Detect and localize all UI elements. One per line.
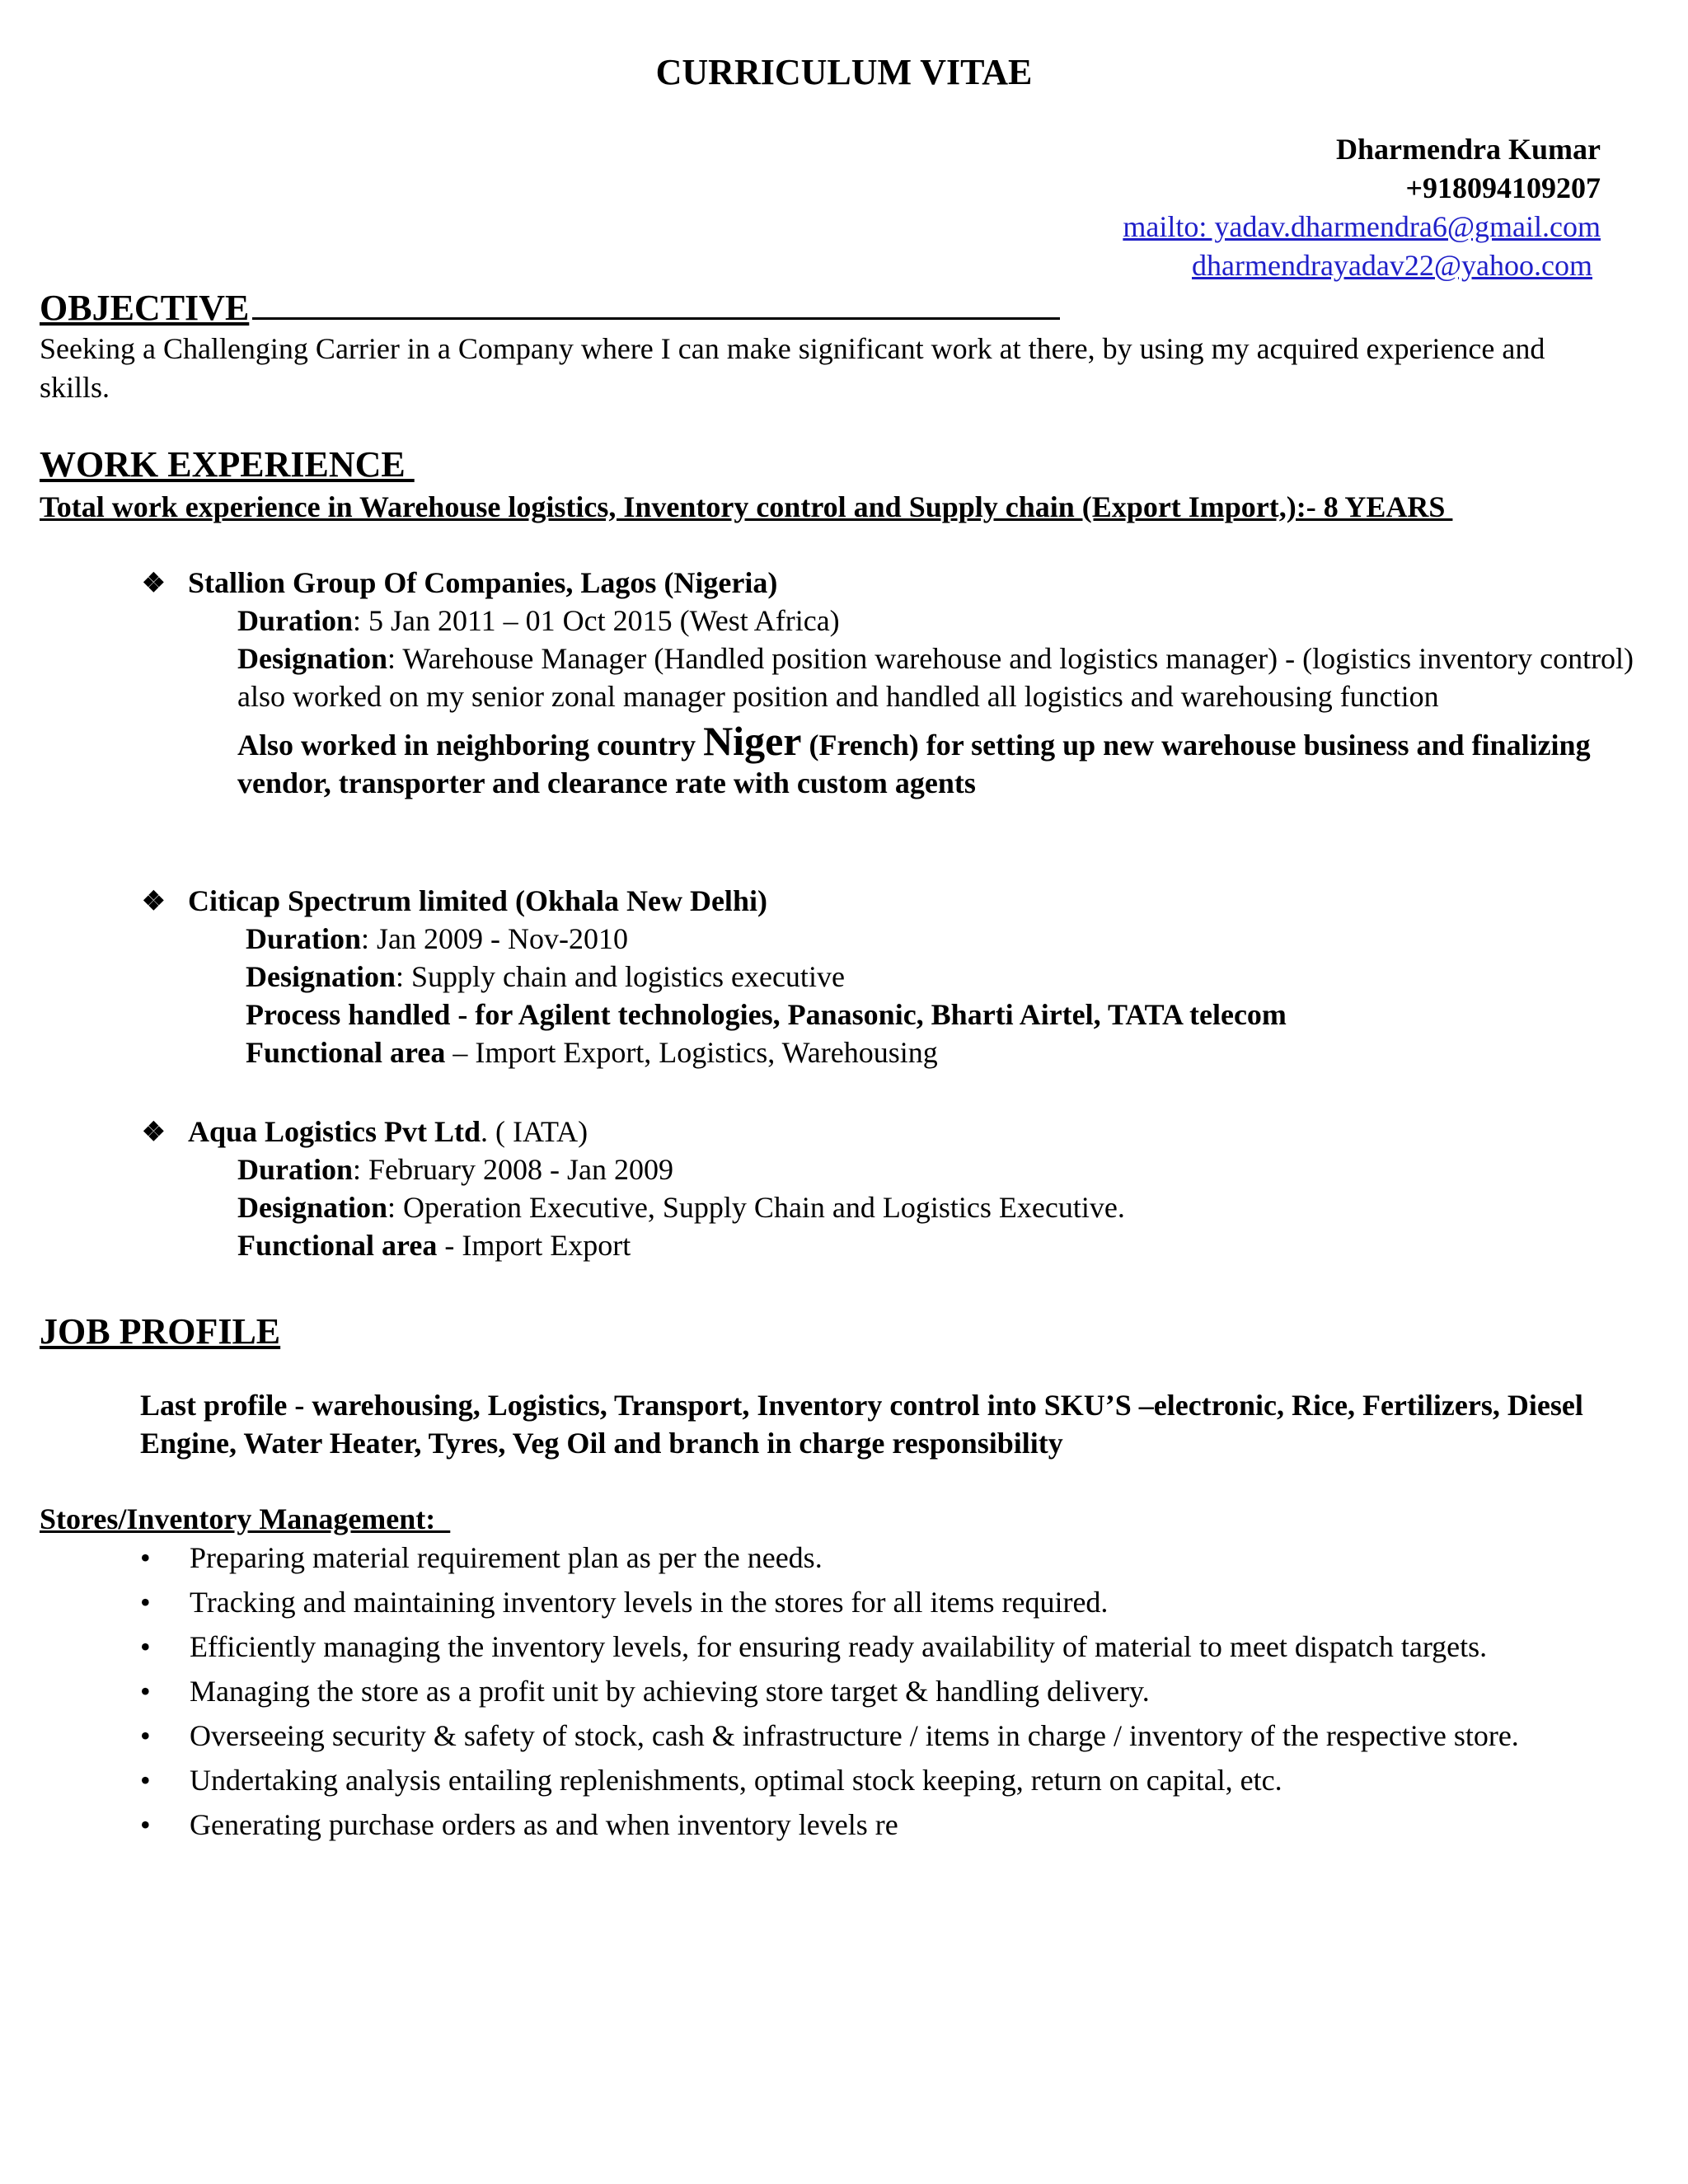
functional-area-line [142,1033,1650,1071]
duration-label: Duration [237,1153,354,1186]
duration-line [142,920,1650,958]
designation-line [142,1188,1650,1226]
company-name [142,564,1650,602]
duration-line [142,602,1650,640]
note-country: Niger [703,718,802,764]
bullet-icon: • [140,1719,151,1752]
designation-label: Designation [237,642,388,675]
diamond-bullet-icon: ❖ [142,886,166,916]
designation-label: Designation [246,960,396,993]
document-title: CURRICULUM VITAE [655,52,1033,92]
list-item-text: Efficiently managing the inventory levels, for ensuring ready availability of material to meet dispatch targets. [190,1630,1488,1663]
bullet-icon: • [140,1675,151,1708]
stores-inventory-heading: Stores/Inventory Management: [40,1502,451,1535]
functional-label: Functional area [237,1229,438,1262]
company-name [142,882,1650,920]
additional-note [142,718,1650,802]
phone-number: +918094109207 [1405,171,1601,204]
job-profile-heading: JOB PROFILE [40,1311,281,1352]
functional-value: – Import Export, Logistics, Warehousing [445,1036,938,1069]
cv-page [40,0,1648,2184]
list-item [140,1716,1657,1755]
objective-rule [252,317,1060,320]
process-line: Process handled - for Agilent technologies, Panasonic, Bharti Airtel, TATA telecom [246,998,1287,1031]
functional-label: Functional area [246,1036,446,1069]
list-item-text: Undertaking analysis entailing replenishments, optimal stock keeping, return on capital, etc. [190,1764,1282,1797]
duration-label: Duration [237,604,354,637]
inventory-duties-list [140,1538,1657,1849]
note-suffix: (French) for setting up new warehouse business and finalizing vendor, transporter and clearance rate with custom agents [237,729,1591,799]
candidate-name: Dharmendra Kumar [1336,133,1601,166]
list-item [140,1582,1657,1622]
job-entry-stallion [142,564,1650,802]
designation-value: : Operation Executive, Supply Chain and Logistics Executive. [387,1191,1125,1224]
company-name [142,1113,1650,1151]
work-experience-heading: WORK EXPERIENCE [40,444,415,485]
duration-value: : 5 Jan 2011 – 01 Oct 2015 (West Africa) [353,604,840,637]
bullet-icon: • [140,1808,151,1841]
list-item [140,1805,1657,1844]
objective-text: Seeking a Challenging Carrier in a Company where I can make significant work at there, by using my acquired experience and skills. [40,332,1545,404]
list-item-text: Managing the store as a profit unit by achieving store target & handling delivery. [190,1675,1150,1708]
job-entry-aqua [142,1113,1650,1264]
list-item-text: Overseeing security & safety of stock, cash & infrastructure / items in charge / inventory of the respective store. [190,1719,1519,1752]
total-experience: Total work experience in Warehouse logistics, Inventory control and Supply chain (Export Import,):- 8 YEARS [40,490,1453,523]
objective-heading-row [40,287,1060,330]
duration-value: : Jan 2009 - Nov-2010 [361,922,628,955]
bullet-icon: • [140,1541,151,1574]
contact-block [1123,130,1601,285]
job-entry-citicap [142,882,1650,1071]
bullet-icon: • [140,1630,151,1663]
designation-label: Designation [237,1191,388,1224]
duration-label: Duration [246,922,362,955]
designation-value: : Supply chain and logistics executive [396,960,845,993]
bullet-icon: • [140,1764,151,1797]
functional-value: - Import Export [437,1229,631,1262]
company-suffix: . ( IATA) [481,1115,588,1148]
note-prefix: Also worked in neighboring country [237,729,704,762]
email-link-gmail[interactable]: mailto: yadav.dharmendra6@gmail.com [1123,210,1601,243]
company-label: Aqua Logistics Pvt Ltd [188,1115,481,1148]
list-item [140,1671,1657,1711]
diamond-bullet-icon: ❖ [142,568,166,598]
duration-line [142,1151,1650,1188]
list-item-text: Tracking and maintaining inventory levels in the stores for all items required. [190,1586,1109,1619]
objective-heading: OBJECTIVE [40,288,250,328]
company-label: Stallion Group Of Companies, Lagos (Nigeria) [188,566,778,599]
bullet-icon: • [140,1586,151,1619]
designation-line [142,640,1650,715]
designation-value: : Warehouse Manager (Handled position warehouse and logistics manager) - (logistics inventory control) also worked on my senior zonal manager position and handled all logistics and warehousing function [237,642,1634,713]
list-item [140,1538,1657,1577]
list-item [140,1627,1657,1666]
list-item-text: Preparing material requirement plan as per the needs. [190,1541,823,1574]
list-item-text: Generating purchase orders as and when inventory levels re [190,1808,898,1841]
diamond-bullet-icon: ❖ [142,1117,166,1146]
designation-line [142,958,1650,996]
email-link-yahoo[interactable]: dharmendrayadav22@yahoo.com [1192,249,1592,282]
list-item [140,1760,1657,1800]
company-label: Citicap Spectrum limited (Okhala New Delhi) [188,884,767,917]
functional-area-line [142,1226,1650,1264]
duration-value: : February 2008 - Jan 2009 [353,1153,673,1186]
last-profile-summary: Last profile - warehousing, Logistics, Transport, Inventory control into SKU’S –electronic, Rice, Fertilizers, Diesel Engine, Water Heater, Tyres, Veg Oil and branch in charge responsibility [140,1389,1583,1460]
